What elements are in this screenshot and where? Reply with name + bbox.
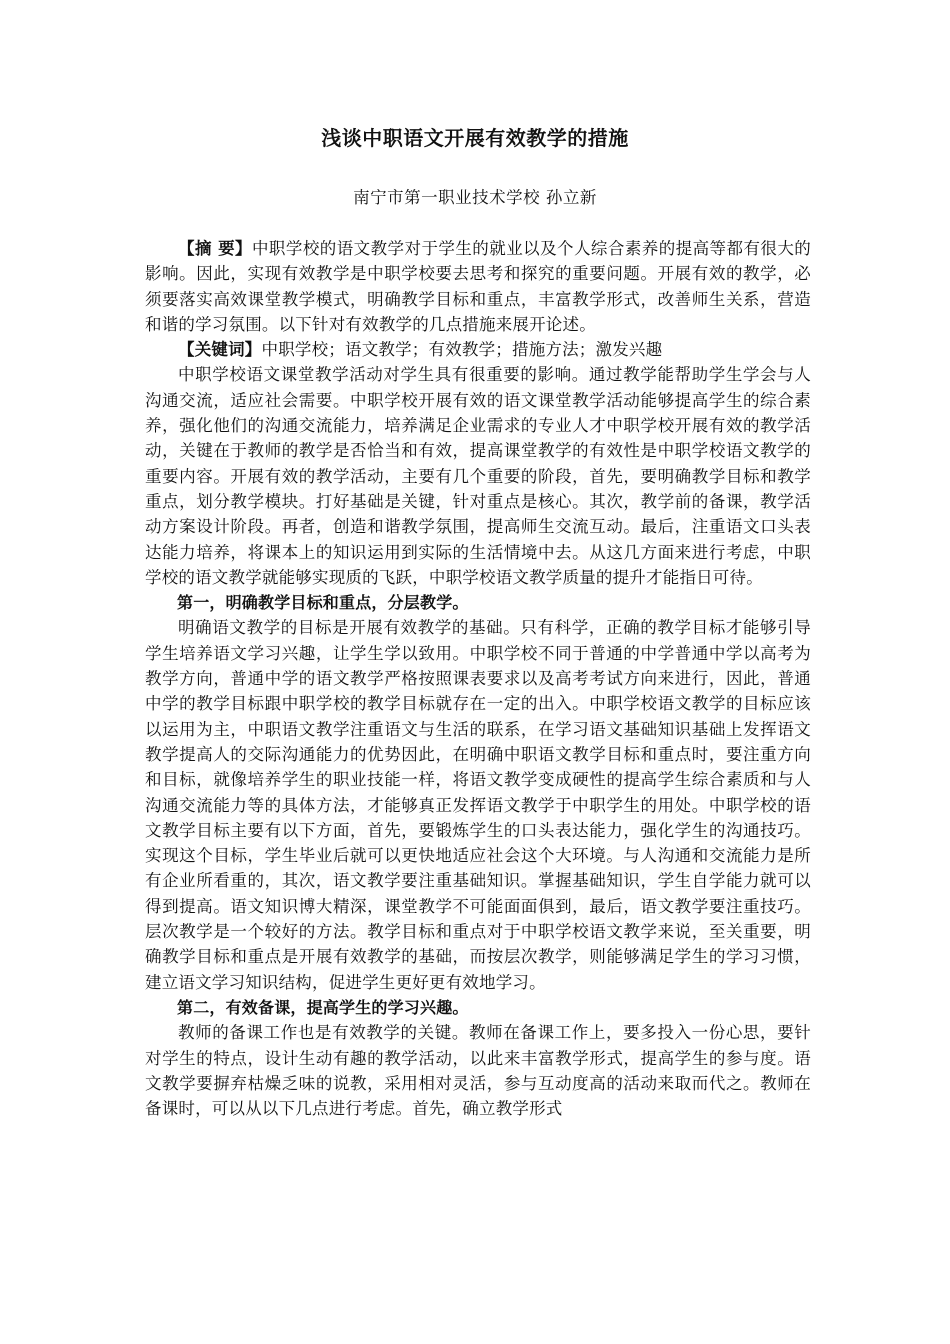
section1-heading: 第一，明确教学目标和重点，分层教学。 [177,593,469,613]
keywords-paragraph [145,337,811,362]
section1-paragraph: 明确语文教学的目标是开展有效教学的基础。只有科学，正确的教学目标才能够引导学生培养语文学习兴趣，让学生学以致用。中职学校不同于普通的中学普通中学以高考为教学方向，普通中学的语文教学严格按照课表要求以及高考考试方向来进行，因此，普通中学的教学目标跟中职学校的教学目标就存在一定的出入。中职学校语文教学的目标应该以运用为主，中职语文教学注重语文与生活的联系，在学习语文基础知识基础上发挥语文教学提高人的交际沟通能力的优势因此，在明确中职语文教学目标和重点时，要注重方向和目标，就像培养学生的职业技能一样，将语文教学变成硬性的提高学生综合素质和与人沟通交流能力等的具体方法，才能够真正发挥语文教学于中职学生的用处。中职学校的语文教学目标主要有以下方面，首先，要锻炼学生的口头表达能力，强化学生的沟通技巧。实现这个目标，学生毕业后就可以更快地适应社会这个大环境。与人沟通和交流能力是所有企业所看重的，其次，语文教学要注重基础知识。掌握基础知识，学生自学能力就可以得到提高。语文知识博大精深，课堂教学不可能面面俱到，最后，语文教学要注重技巧。层次教学是一个较好的方法。教学目标和重点对于中职学校语文教学来说，至关重要，明确教学目标和重点是开展有效教学的基础，而按层次教学，则能够满足学生的学习习惯，建立语文学习知识结构，促进学生更好更有效地学习。 [145,618,811,992]
keywords-label: 【关键词】 [178,340,262,360]
abstract-label: 【摘 要】 [178,239,252,258]
abstract-text: 中职学校的语文教学对于学生的就业以及个人综合素养的提高等都有很大的影响。因此，实现有效教学是中职学校要去思考和探究的重要问题。开展有效的教学，必须要落实高效课堂教学模式，明确教学目标和重点，丰富教学形式，改善师生关系，营造和谐的学习氛围。以下针对有效教学的几点措施来展开论述。 [145,239,811,334]
keywords-text: 中职学校；语文教学；有效教学；措施方法；激发兴趣 [261,340,663,360]
section2-heading: 第二，有效备课，提高学生的学习兴趣。 [177,997,469,1017]
section2-paragraph: 教师的备课工作也是有效教学的关键。教师在备课工作上，要多投入一份心思，要针对学生的特点，设计生动有趣的教学活动，以此来丰富教学形式，提高学生的参与度。语文教学要摒弃枯燥乏味的说教，采用相对灵活，参与互动度高的活动来取而代之。教师在备课时，可以从以下几点进行考虑。首先，确立教学形式 [145,1023,811,1119]
abstract-paragraph [145,236,811,337]
author-line: 南宁市第一职业技术学校 孙立新 [353,188,597,207]
intro-paragraph: 中职学校语文课堂教学活动对学生具有很重要的影响。通过教学能帮助学生学会与人沟通交流，适应社会需要。中职学校开展有效的语文课堂教学活动能够提高学生的综合素养，强化他们的沟通交流能力，培养满足企业需求的专业人才中职学校开展有效的教学活动，关键在于教师的教学是否恰当和有效，提高课堂教学的有效性是中职学校语文教学的重要内容。开展有效的教学活动，主要有几个重要的阶段，首先，要明确教学目标和教学重点，划分教学模块。打好基础是关键，针对重点是核心。其次，教学前的备课，教学活动方案设计阶段。再者，创造和谐教学氛围，提高师生交流互动。最后，注重语文口头表达能力培养，将课本上的知识运用到实际的生活情境中去。从这几方面来进行考虑，中职学校的语文教学就能够实现质的飞跃，中职学校语文教学质量的提升才能指日可待。 [145,365,811,587]
document-body [145,236,811,1121]
document-title: 浅谈中职语文开展有效教学的措施 [321,126,629,150]
